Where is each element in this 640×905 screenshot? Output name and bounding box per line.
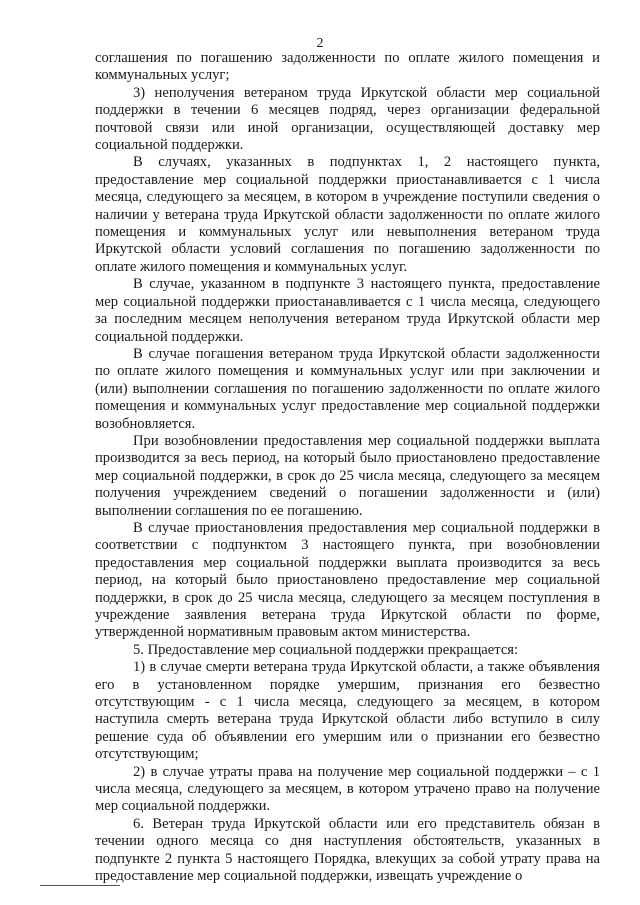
paragraph-suspension-subitem-3-payment: В случае приостановления предоставления мер социальной поддержки в соответствии с подпунктом 3 настоящего пункта, при возобновлении предоставления мер социальной поддержки выплата производится за весь период, на который было приостановлено предоставление мер социальной поддержки, в срок до 25 числа месяца, следующего за месяцем поступления в учреждение заявления ветерана труда Иркутской области по форме, утвержденной нормативным правовым актом министерства.	[95, 519, 600, 641]
footer-divider	[40, 885, 120, 886]
paragraph-item-5-subitem-1: 1) в случае смерти ветерана труда Иркутской области, а также объявления его в установленном порядке умершим, признания его безвестно отсутствующим - с 1 числа месяца, следующего за месяцем, в котором наступила смерть ветерана труда Иркутской области либо вступило в силу решение суда об объявлении его умершим или о признании его безвестно отсутствующим;	[95, 659, 600, 763]
paragraph-suspension-cases-1-2: В случаях, указанных в подпунктах 1, 2 настоящего пункта, предоставление мер социальной поддержки приостанавливается с 1 числа месяца, следующего за месяцем, в котором в учреждение поступили сведения о наличии у ветерана труда Иркутской области задолженности по оплате жилого помещения и коммунальных услуг или невыполнения ветераном труда Иркутской области условий соглашения по погашению задолженности по оплате жилого помещения и коммунальных услуг.	[95, 154, 600, 275]
paragraph-item-5-subitem-2: 2) в случае утраты права на получение мер социальной поддержки – с 1 числа месяца, следующего за месяцем, в котором утрачено право на получение мер социальной поддержки.	[95, 763, 600, 815]
paragraph-payment-on-resumption: При возобновлении предоставления мер социальной поддержки выплата производится за весь период, на который было приостановлено предоставление мер социальной поддержки, в срок до 25 числа месяца, следующего за месяцем получения учреждением сведений о погашении задолженности и (или) выполнении соглашения по ее погашению.	[95, 432, 600, 519]
document-body	[95, 50, 600, 886]
paragraph-item-5-heading: 5. Предоставление мер социальной поддержки прекращается:	[133, 641, 519, 658]
paragraph-continuation: соглашения по погашению задолженности по оплате жилого помещения и коммунальных услуг;	[95, 50, 600, 84]
paragraph-suspension-case-3: В случае, указанном в подпункте 3 настоящего пункта, предоставление мер социальной поддержки приостанавливается с 1 числа месяца, следующего за последним месяцем неполучения ветераном труда Иркутской области мер социальной поддержки.	[95, 276, 600, 345]
paragraph-subitem-3: 3) неполучения ветераном труда Иркутской области мер социальной поддержки в течении 6 месяцев подряд, через организации федеральной почтовой связи или иной организации, осуществляющей доставку мер социальной поддержки.	[95, 84, 600, 154]
paragraph-item-6: 6. Ветеран труда Иркутской области или его представитель обязан в течении одного месяца со дня наступления обстоятельств, указанных в подпункте 2 пункта 5 настоящего Порядка, влекущих за собой утрату права на предоставление мер социальной поддержки, извещать учреждение о	[95, 815, 600, 885]
page-number: 2	[316, 36, 324, 51]
paragraph-resumption: В случае погашения ветераном труда Иркутской области задолженности по оплате жилого помещения и коммунальных услуг или при заключении и (или) выполнении соглашения по погашению задолженности по оплате жилого помещения и коммунальных услуг предоставление мер социальной поддержки возобновляется.	[95, 345, 600, 432]
